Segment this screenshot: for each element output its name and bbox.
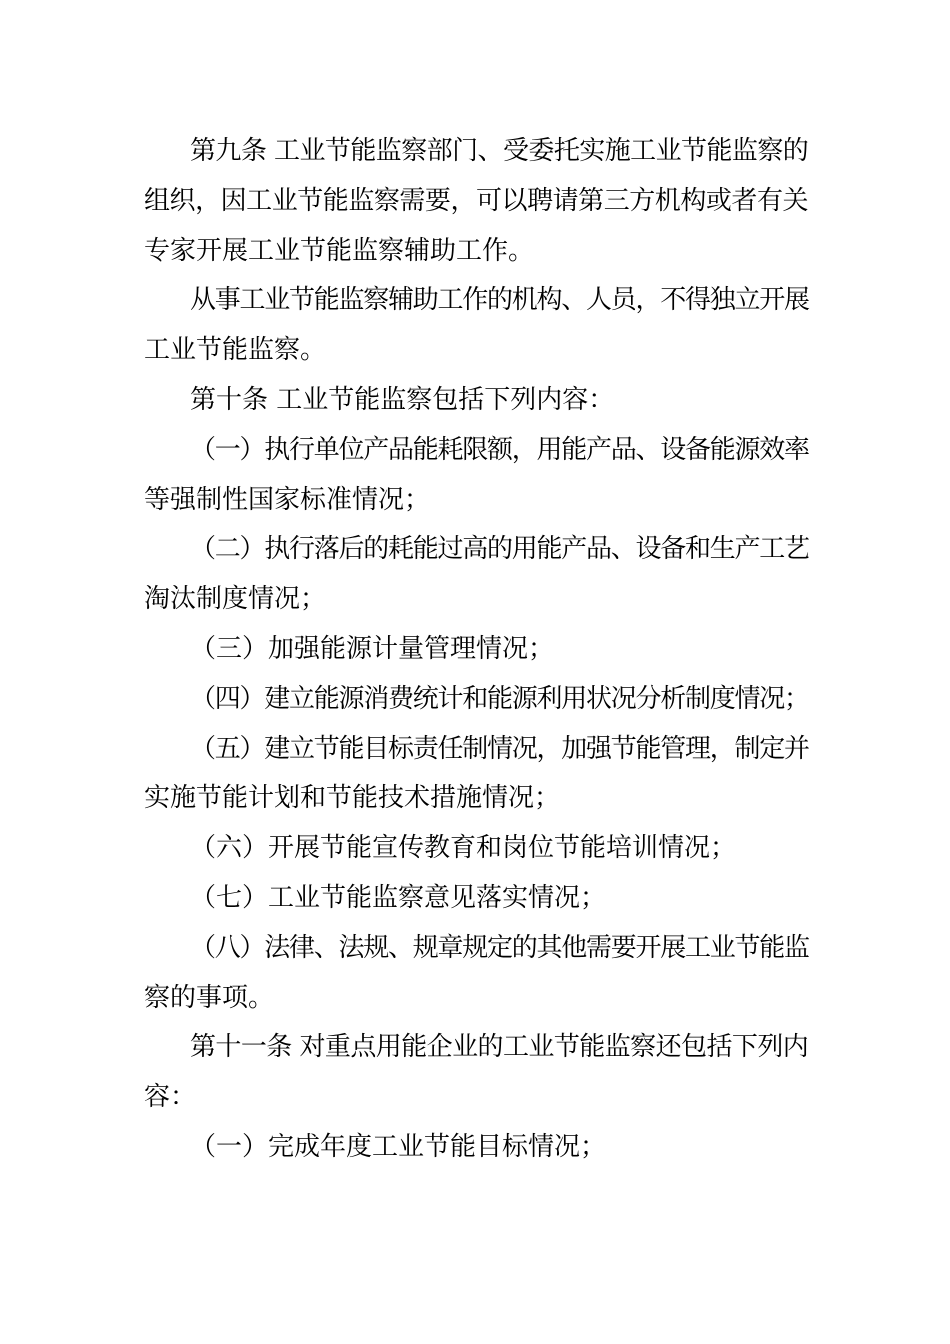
article-10-item-5-line-1: （五）建立节能目标责任制情况，加强节能管理，制定并: [190, 733, 809, 764]
article-10-item-2-line-2: 淘汰制度情况；: [144, 584, 327, 615]
article-10-item-2-line-1: （二）执行落后的耗能过高的用能产品、设备和生产工艺: [190, 534, 809, 565]
article-10-item-3: （三）加强能源计量管理情况；: [190, 633, 555, 664]
article-10-item-8-line-1: （八）法律、法规、规章规定的其他需要开展工业节能监: [190, 932, 809, 963]
article-9-para-2-line-1: 从事工业节能监察辅助工作的机构、人员，不得独立开展: [190, 285, 809, 316]
article-10-heading: 第十条 工业节能监察包括下列内容：: [190, 384, 615, 415]
article-11-heading-line-1: 第十一条 对重点用能企业的工业节能监察还包括下列内: [190, 1032, 808, 1063]
article-10-item-5-line-2: 实施节能计划和节能技术措施情况；: [144, 783, 561, 814]
article-10-item-7: （七）工业节能监察意见落实情况；: [190, 882, 607, 913]
document-body: [144, 127, 808, 1173]
article-9-line-1: 第九条 工业节能监察部门、受委托实施工业节能监察的: [190, 136, 808, 166]
article-9-line-3: 专家开展工业节能监察辅助工作。: [144, 235, 535, 266]
article-9-line-2: 组织，因工业节能监察需要，可以聘请第三方机构或者有关: [144, 185, 808, 216]
article-10-item-4: （四）建立能源消费统计和能源利用状况分析制度情况；: [190, 683, 809, 714]
article-9-para-2-line-2: 工业节能监察。: [144, 335, 327, 366]
article-10-item-8-line-2: 察的事项。: [144, 982, 275, 1013]
article-10-item-1-line-1: （一）执行单位产品能耗限额，用能产品、设备能源效率: [190, 434, 809, 465]
article-10-item-6: （六）开展节能宣传教育和岗位节能培训情况；: [190, 833, 737, 864]
article-11-item-1: （一）完成年度工业节能目标情况；: [190, 1131, 607, 1162]
article-10-item-1-line-2: 等强制性国家标准情况；: [144, 484, 431, 515]
article-11-heading-line-2: 容：: [144, 1082, 197, 1113]
